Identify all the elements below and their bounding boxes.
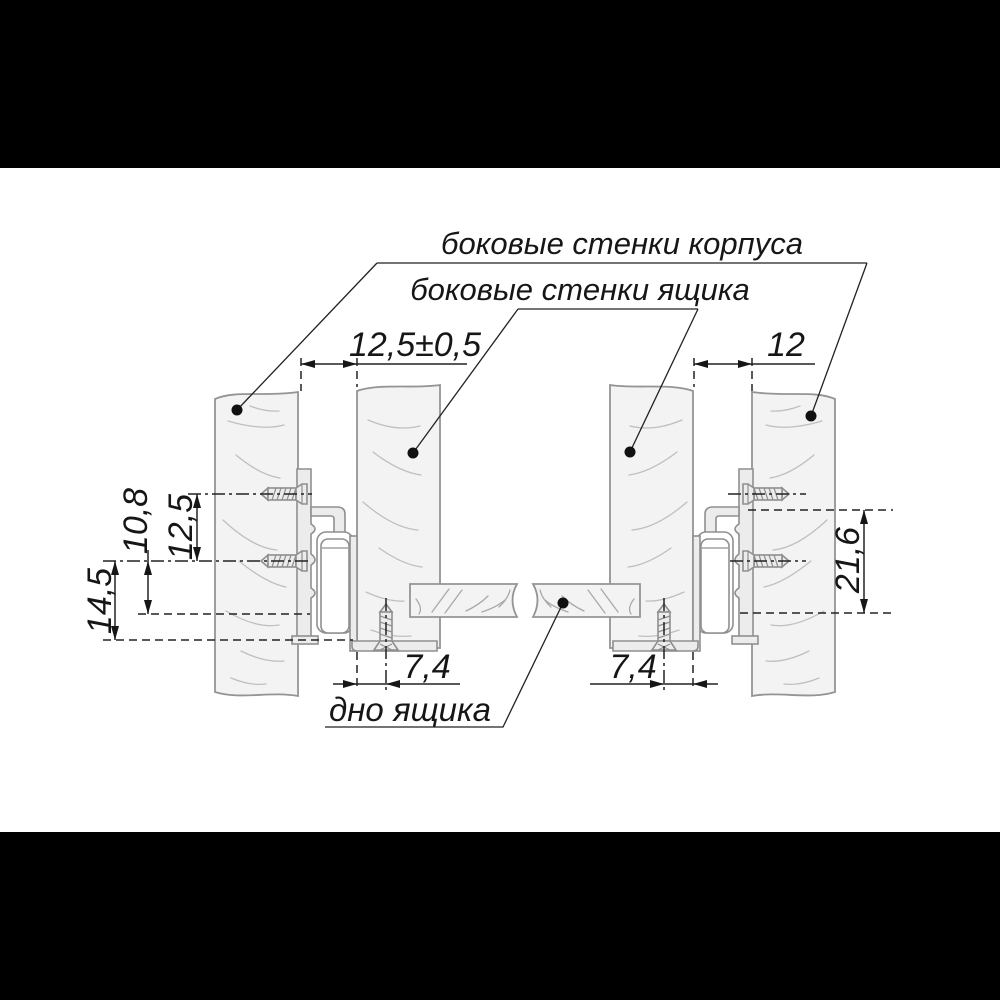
drawer-bottom-label: дно ящика [329,691,491,728]
letterbox-top [0,0,1000,168]
dimension-screw-spacing-left [162,494,201,561]
drawer-walls-label: боковые стенки ящика [410,272,750,307]
drawer-rail-web [350,536,357,651]
drawer-bottom-board [410,584,517,617]
edge-to-screw-value-right: 7,4 [609,648,657,686]
leader-dot-cabinet-left [232,405,243,416]
gap-right-value: 12 [767,326,805,364]
dimension-axis-to-rail-bottom-left [81,561,119,640]
leader-dot-drawer-left [408,448,419,459]
rail-height-value: 21,6 [828,526,867,594]
leader-dot-drawer-right [625,447,636,458]
cabinet-walls-label: боковые стенки корпуса [441,226,803,261]
axis-to-rail-value: 14,5 [80,567,119,635]
gap-left-value: 12,5±0,5 [348,326,482,364]
letterbox-bottom [0,832,1000,1000]
leader-dot-cabinet-right [806,411,817,422]
screw-spacing-value: 12,5 [161,493,200,561]
leader-dot-drawer-bottom [558,598,569,609]
roller [321,539,349,633]
edge-to-screw-value-left: 7,4 [403,648,451,686]
axis-to-panel-value: 10,8 [116,487,155,555]
